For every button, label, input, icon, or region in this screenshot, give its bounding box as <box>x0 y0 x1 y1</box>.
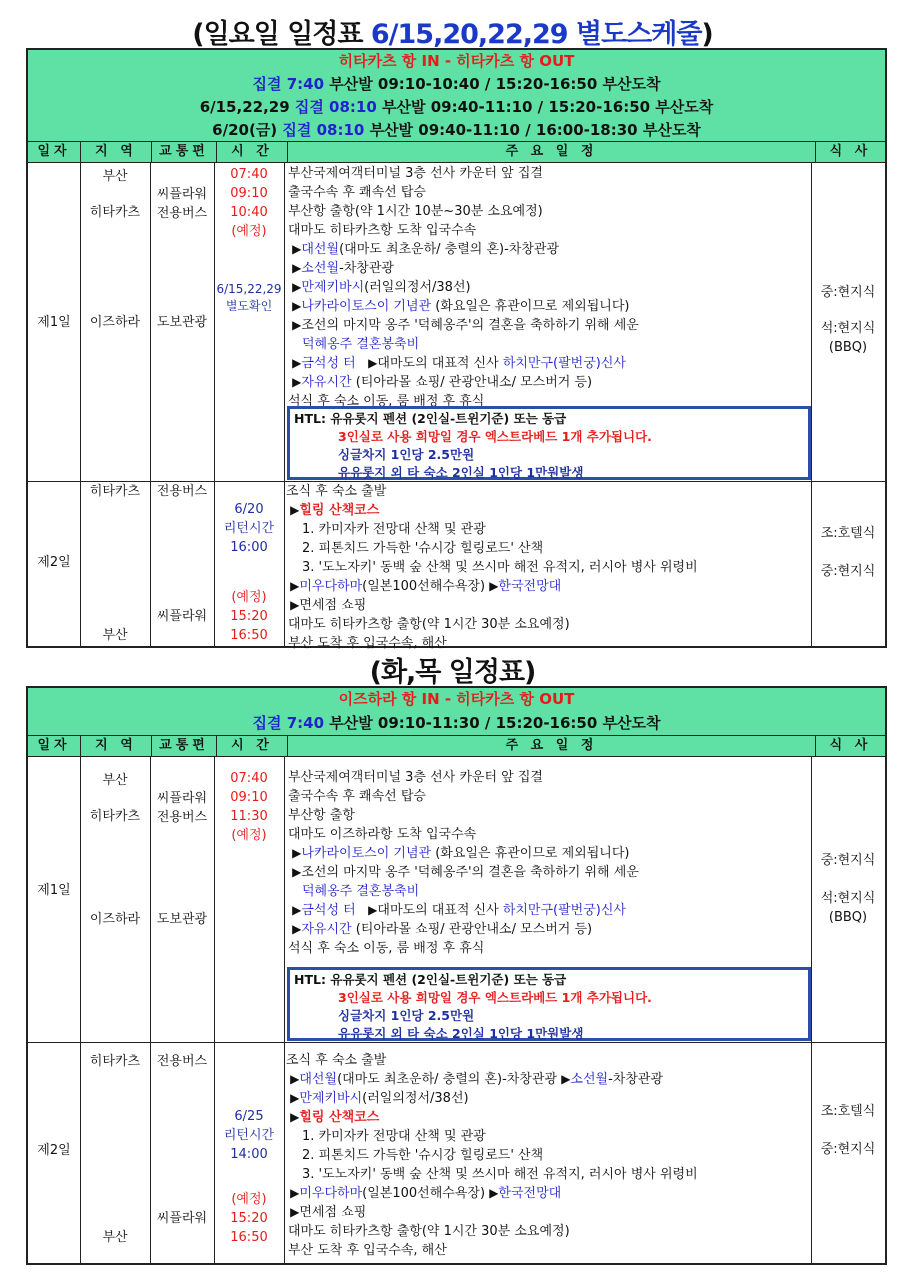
itinerary-line: 덕혜옹주 결혼봉축비 <box>302 884 420 899</box>
date-label: 6/15,22,29 <box>199 98 295 116</box>
ferry-times: 부산발 09:10-10:40 / 15:20-16:50 부산도착 <box>324 75 661 93</box>
spot-desc: (러일의정서/38선) <box>364 280 471 295</box>
itinerary-line <box>286 577 808 596</box>
day-label: 제1일 <box>37 315 71 330</box>
date-label: 6/20(금) <box>212 121 283 139</box>
spot: 나카라이토스이 기념관 <box>301 299 432 314</box>
triangle-right-icon: ▶ <box>290 1072 300 1086</box>
spot: 미우다하마 <box>299 579 363 594</box>
spot: 대선월 <box>299 1072 338 1087</box>
page-title-sunday <box>0 12 905 51</box>
triangle-right-icon: ▶ <box>292 903 302 917</box>
triangle-right-icon: ▶ <box>292 280 302 294</box>
triangle-right-icon: ▶ <box>561 1072 571 1086</box>
schedule-table-sunday <box>26 48 887 651</box>
itinerary-line: 2. 피톤치드 가득한 '슈시강 힐링로드' 산책 <box>302 1148 544 1163</box>
itinerary-line: 부산 도착 후 입국수속, 해산 <box>288 1243 447 1258</box>
spot-desc: (티아라몰 쇼핑/ 관광안내소/ 모스버거 등) <box>351 922 593 937</box>
triangle-right-icon: ▶ <box>290 598 300 612</box>
route-title: 히타카츠 항 IN - 히타카츠 항 OUT <box>338 52 575 70</box>
spot-desc: (티아라몰 쇼핑/ 관광안내소/ 모스버거 등) <box>351 375 593 390</box>
col-day: 일자 <box>28 142 81 162</box>
spot-desc: (일본100선해수욕장) <box>362 1186 486 1201</box>
itinerary-line: 석식 후 숙소 이동, 룸 배정 후 휴식 <box>288 394 485 409</box>
col-itinerary: 주 요 일 정 <box>288 142 816 162</box>
spot: 하치만구(팔번궁)신사 <box>502 356 626 371</box>
region: 부산 <box>102 628 128 643</box>
course-title: 힐링 산책코스 <box>299 1110 380 1125</box>
spot: 소선월 <box>301 261 340 276</box>
gather-time: 집결 08:10 <box>294 98 377 116</box>
gather-time: 집결 7:40 <box>252 714 325 732</box>
hotel-info-box <box>287 967 811 1041</box>
itinerary-line <box>288 373 810 392</box>
itinerary-line <box>286 596 808 615</box>
spot-desc: 조선의 마지막 옹주 '덕혜옹주'의 결혼을 축하하기 위해 세운 <box>301 865 639 880</box>
time: 09:10 <box>230 790 268 805</box>
triangle-right-icon: ▶ <box>489 579 499 593</box>
itinerary-list <box>288 768 810 958</box>
triangle-right-icon: ▶ <box>368 356 378 370</box>
title-dates: 6/15,20,22,29 별도스케줄 <box>370 19 702 50</box>
itinerary-line: 부산 도착 후 입국수속, 해산 <box>288 636 447 651</box>
spot: 자유시간 <box>301 375 352 390</box>
time-note: (예정) <box>231 590 267 605</box>
spot: 만제키바시 <box>299 1091 363 1106</box>
col-transport: 교통편 <box>152 736 217 756</box>
itinerary-list <box>286 482 808 653</box>
return-time: 6/20 리턴시간 16:00 <box>223 502 275 555</box>
itinerary-line: 대마도 히타카츠항 출항(약 1시간 30분 소요예정) <box>288 617 570 632</box>
spot: 금석성 터 <box>301 903 356 918</box>
col-time: 시 간 <box>217 142 288 162</box>
hotel-name: HTL: 유유롯지 펜션 (2인실-트윈기준) 또는 동급 <box>294 972 567 987</box>
title-part: ) <box>701 19 713 50</box>
itinerary-line: 조식 후 숙소 출발 <box>286 1053 387 1068</box>
spot-desc: 면세점 쇼핑 <box>299 1205 367 1220</box>
ferry-times: 부산발 09:40-11:10 / 16:00-18:30 부산도착 <box>364 121 701 139</box>
meal: 석:현지식 (BBQ) <box>820 321 876 355</box>
spot: 대선월 <box>301 242 340 257</box>
transport: 씨플라워 <box>156 1211 208 1226</box>
col-day: 일자 <box>28 736 81 756</box>
spot-desc: 조선의 마지막 옹주 '덕혜옹주'의 결혼을 축하하기 위해 세운 <box>301 318 639 333</box>
triangle-right-icon: ▶ <box>290 1110 300 1124</box>
meal: 중:현지식 <box>820 853 876 868</box>
itinerary-line <box>286 1070 808 1089</box>
transport: 전용버스 <box>156 1054 208 1069</box>
time: 15:20 <box>230 1211 268 1226</box>
col-region: 지 역 <box>81 736 152 756</box>
triangle-right-icon: ▶ <box>292 375 302 389</box>
route-header <box>28 688 885 736</box>
triangle-right-icon: ▶ <box>368 903 378 917</box>
col-time: 시 간 <box>217 736 288 756</box>
itinerary-line: 출국수속 후 쾌속선 탑승 <box>288 789 426 804</box>
transport: 씨플라워 전용버스 <box>156 791 208 825</box>
triangle-right-icon: ▶ <box>489 1186 499 1200</box>
itinerary-line <box>286 1108 808 1127</box>
hotel-note: 유유롯지 외 타 숙소 2인실 1인당 1만원발생 <box>338 465 584 480</box>
triangle-right-icon: ▶ <box>290 579 300 593</box>
time: 16:50 <box>230 628 268 643</box>
time: 10:40 <box>230 205 268 220</box>
itinerary-line <box>288 278 810 297</box>
column-header <box>28 736 885 757</box>
spot-desc: -차창관광 <box>608 1072 664 1087</box>
itinerary-line: 1. 카미자카 전망대 산책 및 관광 <box>302 522 486 537</box>
gather-time: 집결 08:10 <box>282 121 365 139</box>
title-part: (일요일 일정표 <box>192 19 371 50</box>
hotel-note: 3인실로 사용 희망일 경우 엑스트라베드 1개 추가됩니다. <box>338 990 652 1005</box>
region: 이즈하라 <box>89 315 141 330</box>
itinerary-line: 출국수속 후 쾌속선 탑승 <box>288 185 426 200</box>
spot: 소선월 <box>570 1072 609 1087</box>
spot: 만제키바시 <box>301 280 365 295</box>
triangle-right-icon: ▶ <box>290 1186 300 1200</box>
page-title-tue-thu: (화,목 일정표) <box>369 657 536 688</box>
itinerary-line <box>288 863 810 882</box>
spot: 하치만구(팔번궁)신사 <box>502 903 626 918</box>
spot-desc: (화요일은 휴관이므로 제외됩니다) <box>431 846 630 861</box>
time: 07:40 <box>230 167 268 182</box>
region: 부산 <box>102 773 128 788</box>
day-label: 제1일 <box>37 883 71 898</box>
region: 히타카츠 <box>89 809 141 824</box>
itinerary-line <box>286 1089 808 1108</box>
spot: 한국전망대 <box>498 579 562 594</box>
itinerary-line: 대마도 히타카츠항 도착 입국수속 <box>288 223 477 238</box>
triangle-right-icon: ▶ <box>292 865 302 879</box>
triangle-right-icon: ▶ <box>290 1091 300 1105</box>
itinerary-line: 덕혜옹주 결혼봉축비 <box>302 337 420 352</box>
itinerary-line <box>286 1184 808 1203</box>
col-meal: 식 사 <box>829 738 872 753</box>
itinerary-line: 조식 후 숙소 출발 <box>286 484 387 499</box>
time-note: (예정) <box>231 1192 267 1207</box>
date-note: 6/15,22,29 별도확인 <box>216 282 282 313</box>
meal: 조:호텔식 <box>820 526 876 541</box>
itinerary-line <box>288 240 810 259</box>
spot: 자유시간 <box>301 922 352 937</box>
day-label: 제2일 <box>37 555 71 570</box>
time-note: (예정) <box>231 828 267 843</box>
triangle-right-icon: ▶ <box>292 299 302 313</box>
time: 09:10 <box>230 186 268 201</box>
spot-desc: 대마도의 대표적 신사 <box>377 903 503 918</box>
itinerary-line <box>288 316 810 335</box>
spot-desc: -차창관광 <box>339 261 394 276</box>
transport: 전용버스 <box>156 484 208 499</box>
col-transport: 교통편 <box>152 142 217 162</box>
time: 15:20 <box>230 609 268 624</box>
time: 07:40 <box>230 771 268 786</box>
meal: 중:현지식 <box>820 564 876 579</box>
spot-desc: 면세점 쇼핑 <box>299 598 367 613</box>
meal: 중:현지식 <box>820 1142 876 1157</box>
gather-time: 집결 7:40 <box>252 75 325 93</box>
table-row-day2 <box>28 482 885 651</box>
column-header <box>28 142 885 163</box>
route-title: 이즈하라 항 IN - 히타카츠 항 OUT <box>338 690 575 708</box>
triangle-right-icon: ▶ <box>290 1205 300 1219</box>
time: 16:50 <box>230 1230 268 1245</box>
itinerary-line: 부산국제여객터미널 3층 선사 카운터 앞 집결 <box>288 166 543 181</box>
itinerary-line: 3. '도노자키' 동백 숲 산책 및 쓰시마 해전 유적지, 러시아 병사 위령비 <box>302 560 698 575</box>
table-row-day1 <box>28 757 885 1043</box>
itinerary-line <box>288 844 810 863</box>
table-row-day1 <box>28 163 885 482</box>
transport: 도보관광 <box>156 912 208 927</box>
hotel-note: 유유롯지 외 타 숙소 2인실 1인당 1만원발생 <box>338 1026 584 1041</box>
itinerary-line <box>286 501 808 520</box>
spot: 금석성 터 <box>301 356 356 371</box>
itinerary-line: 1. 카미자카 전망대 산책 및 관광 <box>302 1129 486 1144</box>
time: 11:30 <box>230 809 268 824</box>
schedule-table-tue-thu <box>26 686 887 1265</box>
col-region: 지 역 <box>81 142 152 162</box>
triangle-right-icon: ▶ <box>292 922 302 936</box>
itinerary-line <box>288 354 810 373</box>
triangle-right-icon: ▶ <box>292 846 302 860</box>
return-time: 6/25 리턴시간 14:00 <box>223 1109 275 1162</box>
triangle-right-icon: ▶ <box>292 318 302 332</box>
route-header <box>28 50 885 142</box>
itinerary-line <box>288 901 810 920</box>
ferry-times: 부산발 09:40-11:10 / 15:20-16:50 부산도착 <box>376 98 714 116</box>
region: 히타카츠 <box>89 484 141 499</box>
spot-desc: (대마도 최초운하/ 충렬의 혼)-차창관광 <box>337 1072 562 1087</box>
hotel-info-box <box>287 406 811 480</box>
transport: 씨플라워 <box>156 609 208 624</box>
triangle-right-icon: ▶ <box>290 503 300 517</box>
region: 히타카츠 <box>89 1054 141 1069</box>
itinerary-line <box>288 259 810 278</box>
spot-desc: 대마도의 대표적 신사 <box>377 356 503 371</box>
itinerary-line: 부산국제여객터미널 3층 선사 카운터 앞 집결 <box>288 770 543 785</box>
spot-desc: (러일의정서/38선) <box>362 1091 469 1106</box>
ferry-times: 부산발 09:10-11:30 / 15:20-16:50 부산도착 <box>324 714 661 732</box>
meal: 석:현지식 (BBQ) <box>820 891 876 925</box>
table-row-day2 <box>28 1043 885 1263</box>
day-label: 제2일 <box>37 1143 71 1158</box>
hotel-note: 싱글차지 1인당 2.5만원 <box>338 1008 475 1023</box>
hotel-note: 3인실로 사용 희망일 경우 엑스트라베드 1개 추가됩니다. <box>338 429 652 444</box>
triangle-right-icon: ▶ <box>292 261 302 275</box>
region: 부산 <box>102 1230 128 1245</box>
col-meal: 식 사 <box>829 144 872 159</box>
triangle-right-icon: ▶ <box>292 242 302 256</box>
itinerary-line: 석식 후 숙소 이동, 룸 배정 후 휴식 <box>288 941 485 956</box>
course-title: 힐링 산책코스 <box>299 503 380 518</box>
col-itinerary: 주 요 일 정 <box>288 736 816 756</box>
hotel-name: HTL: 유유롯지 펜션 (2인실-트윈기준) 또는 동급 <box>294 411 567 426</box>
meal: 조:호텔식 <box>820 1104 876 1119</box>
hotel-note: 싱글차지 1인당 2.5만원 <box>338 447 475 462</box>
meal: 중:현지식 <box>820 285 876 300</box>
itinerary-list <box>288 164 810 411</box>
spot: 미우다하마 <box>299 1186 363 1201</box>
itinerary-list <box>286 1051 808 1260</box>
time-note: (예정) <box>231 224 267 239</box>
itinerary-line: 부산항 출항(약 1시간 10분~30분 소요예정) <box>288 204 543 219</box>
transport: 도보관광 <box>156 315 208 330</box>
spot: 한국전망대 <box>498 1186 562 1201</box>
spot-desc: (대마도 최초운하/ 충렬의 혼)-차창관광 <box>339 242 560 257</box>
triangle-right-icon: ▶ <box>292 356 302 370</box>
itinerary-line: 부산항 출항 <box>288 808 355 823</box>
transport: 씨플라워 전용버스 <box>156 187 208 221</box>
itinerary-line <box>288 297 810 316</box>
itinerary-line <box>288 920 810 939</box>
itinerary-line <box>286 1203 808 1222</box>
itinerary-line: 대마도 히타카츠항 출항(약 1시간 30분 소요예정) <box>288 1224 570 1239</box>
spot-desc: (일본100선해수욕장) <box>362 579 486 594</box>
region: 부산 <box>102 169 128 184</box>
spot-desc: (화요일은 휴관이므로 제외됩니다) <box>431 299 630 314</box>
itinerary-line: 2. 피톤치드 가득한 '슈시강 힐링로드' 산책 <box>302 541 544 556</box>
spot: 나카라이토스이 기념관 <box>301 846 432 861</box>
region: 히타카츠 <box>89 205 141 220</box>
itinerary-line: 3. '도노자키' 동백 숲 산책 및 쓰시마 해전 유적지, 러시아 병사 위령비 <box>302 1167 698 1182</box>
itinerary-line: 대마도 이즈하라항 도착 입국수속 <box>288 827 477 842</box>
region: 이즈하라 <box>89 912 141 927</box>
